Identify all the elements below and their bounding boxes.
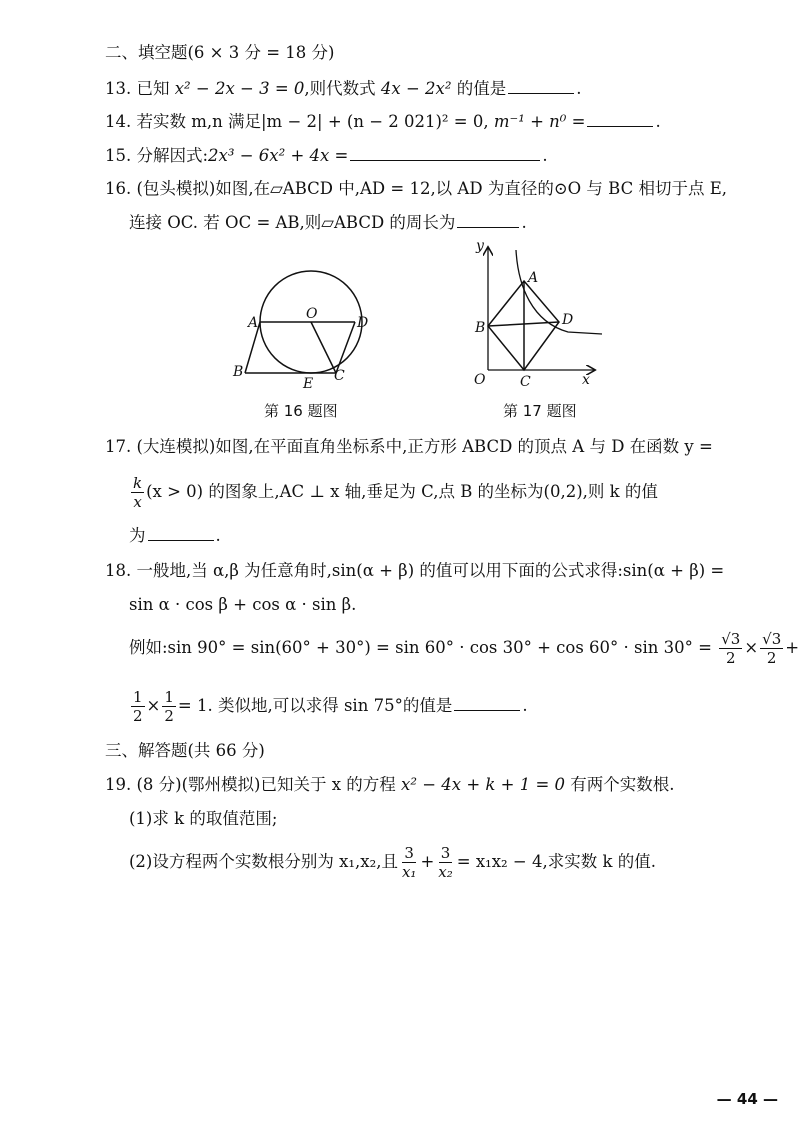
- label-origin: O: [474, 372, 486, 388]
- answer-blank-16[interactable]: [457, 211, 519, 228]
- fraction-3-over-x1: $\frac{3}{\text{x₁}}$: [401, 844, 417, 881]
- question-15: 15. 分解因式:2x³ − 6x² + 4x = .: [105, 146, 548, 165]
- question-19-line-1: 19. (8 分)(鄂州模拟)已知关于 x 的方程 x² − 4x + k + 1 = 0 有两个实数根.: [105, 775, 675, 794]
- question-19-part-1: (1)求 k 的取值范围;: [129, 809, 278, 828]
- fraction-3-over-x2: $\frac{3}{\text{x₂}}$: [438, 844, 453, 881]
- fraction-1-over-2-b: $\frac{1}{2}$: [164, 688, 174, 725]
- label-d: D: [562, 312, 574, 328]
- label-o: O: [306, 306, 318, 322]
- question-18-line-1: 18. 一般地,当 α,β 为任意角时,sin(α + β) 的值可以用下面的公式求得:sin(α + β) =: [105, 561, 725, 580]
- label-x: x: [582, 372, 590, 388]
- question-18-line-3: 例如:sin 90° = sin(60° + 30°) = sin 60° · cos 30° + cos 60° · sin 30° = $\frac{√3}{2}$ × $\frac{√3}{2}$ +: [129, 630, 799, 667]
- answer-blank-15[interactable]: [350, 144, 540, 161]
- answer-blank-18[interactable]: [454, 694, 520, 711]
- question-17-line-1: 17. (大连模拟)如图,在平面直角坐标系中,正方形 ABCD 的顶点 A 与 D 在函数 y =: [105, 437, 713, 456]
- question-18-line-2: sin α · cos β + cos α · sin β.: [129, 595, 357, 614]
- answer-blank-14[interactable]: [587, 110, 653, 127]
- label-b: B: [233, 364, 244, 380]
- label-a: A: [248, 315, 259, 331]
- segment-dc: [336, 322, 355, 373]
- section-3-title: 三、解答题(共 66 分): [105, 741, 265, 760]
- question-13: 13. 已知 x² − 2x − 3 = 0,则代数式 4x − 2x² 的值是 .: [105, 79, 582, 98]
- question-16-line-1: 16. (包头模拟)如图,在▱ABCD 中,AD = 12,以 AD 为直径的⊙O 与 BC 相切于点 E,: [105, 179, 727, 198]
- question-19-part-2: (2)设方程两个实数根分别为 x₁,x₂,且 $\frac{3}{\text{x₁}}$ + $\frac{3}{\text{x₂}}$ = x₁x₂ − 4,求实数 k 的值.: [129, 844, 656, 881]
- figure-17: [466, 238, 606, 393]
- label-b: B: [475, 320, 486, 336]
- answer-blank-17[interactable]: [148, 524, 214, 541]
- label-a: A: [528, 270, 539, 286]
- answer-blank-13[interactable]: [508, 77, 574, 94]
- label-c: C: [520, 374, 531, 390]
- figure-16-caption: 第 16 题图: [264, 402, 338, 420]
- question-17-line-3: 为 .: [129, 526, 221, 545]
- fraction-sqrt3-over-2-b: $\frac{√3}{2}$: [762, 630, 782, 667]
- fraction-1-over-2-a: $\frac{1}{2}$: [133, 688, 143, 725]
- question-14: 14. 若实数 m,n 满足|m − 2| + (n − 2 021)² = 0, m⁻¹ + n⁰ = .: [105, 112, 661, 131]
- label-e: E: [303, 376, 314, 392]
- segment-oc: [311, 322, 336, 373]
- question-17-line-2: $\frac{k}{x}$ (x > 0) 的图象上,AC ⊥ x 轴,垂足为 C,点 B 的坐标为(0,2),则 k 的值: [133, 474, 658, 511]
- fraction-sqrt3-over-2-a: $\frac{√3}{2}$: [721, 630, 741, 667]
- fraction-k-over-x: $\frac{k}{x}$: [133, 474, 143, 511]
- question-18-line-4: $\frac{1}{2}$ × $\frac{1}{2}$ = 1. 类似地,可以求得 sin 75°的值是 .: [133, 688, 528, 725]
- question-16-line-2: 连接 OC. 若 OC = AB,则▱ABCD 的周长为 .: [129, 213, 527, 232]
- label-c: C: [334, 368, 345, 384]
- section-2-title: 二、填空题(6 × 3 分 = 18 分): [105, 43, 335, 62]
- label-d: D: [357, 315, 369, 331]
- page-number: — 44 —: [716, 1090, 778, 1108]
- label-y: y: [476, 238, 484, 254]
- figure-16: [225, 240, 380, 390]
- figure-17-caption: 第 17 题图: [503, 402, 577, 420]
